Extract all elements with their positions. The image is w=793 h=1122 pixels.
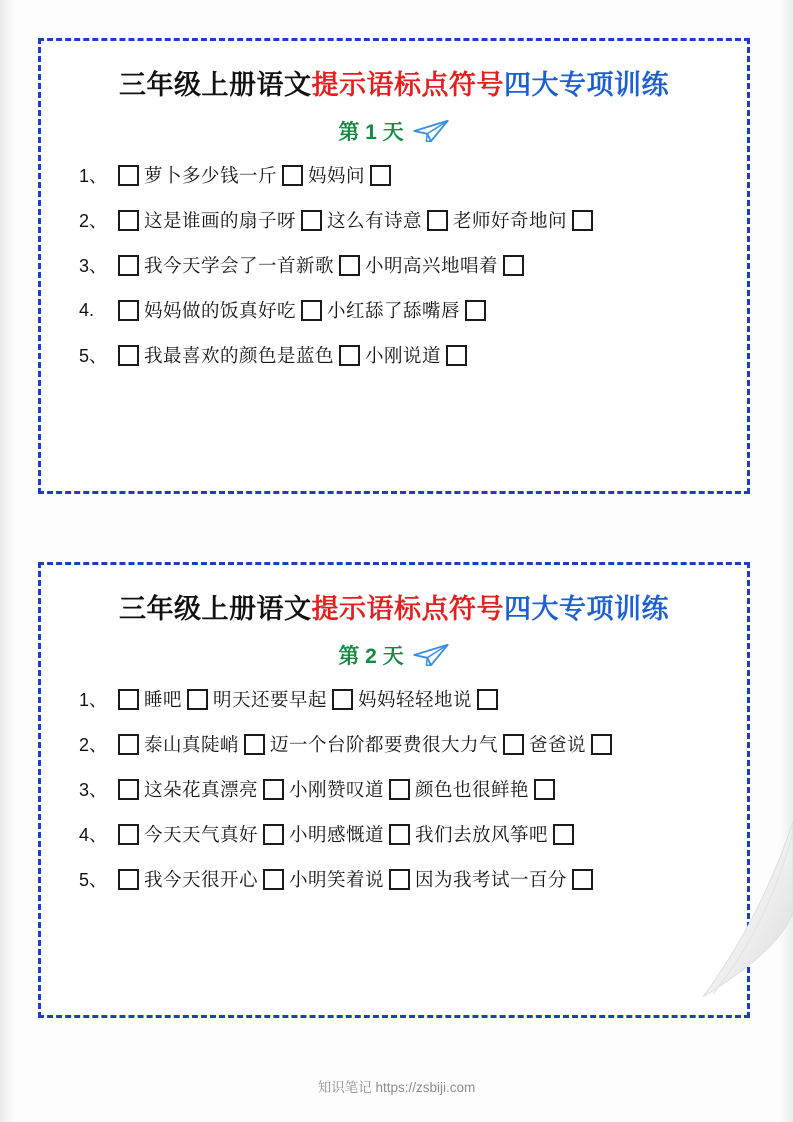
question-list-2 <box>41 686 747 892</box>
answer-box[interactable] <box>572 210 593 231</box>
answer-box[interactable] <box>370 165 391 186</box>
question-number: 3、 <box>79 780 108 800</box>
answer-box[interactable] <box>244 734 265 755</box>
answer-box[interactable] <box>477 689 498 710</box>
question-row <box>79 342 717 368</box>
question-number: 5、 <box>79 870 108 890</box>
worksheet-sheet-1 <box>38 38 750 494</box>
answer-box[interactable] <box>389 779 410 800</box>
question-segment: 这么有诗意 <box>327 210 423 231</box>
answer-box[interactable] <box>465 300 486 321</box>
question-segment: 颜色也很鲜艳 <box>415 779 530 800</box>
question-number: 1、 <box>79 690 108 710</box>
answer-box[interactable] <box>534 779 555 800</box>
answer-box[interactable] <box>118 255 139 276</box>
question-number: 3、 <box>79 256 108 276</box>
footer-watermark: 知识笔记 https://zsbiji.com <box>317 1080 476 1095</box>
question-segment: 我最喜欢的颜色是蓝色 <box>144 345 335 366</box>
question-number: 1、 <box>79 166 108 186</box>
question-segment: 小刚说道 <box>365 345 442 366</box>
title-highlight: 提示语标点符号 <box>311 594 504 624</box>
question-row <box>79 162 717 188</box>
question-row <box>79 731 717 757</box>
question-segment: 因为我考试一百分 <box>415 869 568 890</box>
answer-box[interactable] <box>389 824 410 845</box>
answer-box[interactable] <box>301 300 322 321</box>
question-segment: 我今天学会了一首新歌 <box>144 255 335 276</box>
question-row <box>79 297 717 323</box>
question-segment: 妈妈做的饭真好吃 <box>144 300 297 321</box>
question-number: 4. <box>79 299 95 320</box>
question-number: 2、 <box>79 211 108 231</box>
question-segment: 爸爸说 <box>529 734 587 755</box>
question-segment: 妈妈轻轻地说 <box>358 689 473 710</box>
question-row <box>79 866 717 892</box>
question-segment: 明天还要早起 <box>213 689 328 710</box>
question-row <box>79 821 717 847</box>
paper-plane-icon <box>412 118 450 144</box>
question-segment: 泰山真陡峭 <box>144 734 240 755</box>
page-edge-left <box>0 0 14 1122</box>
day-label: 第 2 天 <box>338 645 404 668</box>
question-number: 5、 <box>79 346 108 366</box>
answer-box[interactable] <box>503 734 524 755</box>
question-row <box>79 207 717 233</box>
answer-box[interactable] <box>118 300 139 321</box>
answer-box[interactable] <box>118 824 139 845</box>
answer-box[interactable] <box>187 689 208 710</box>
question-segment: 迈一个台阶都要费很大力气 <box>270 734 499 755</box>
question-segment: 小明感慨道 <box>289 824 385 845</box>
question-row <box>79 776 717 802</box>
day-label-row <box>41 116 747 146</box>
answer-box[interactable] <box>427 210 448 231</box>
answer-box[interactable] <box>118 869 139 890</box>
answer-box[interactable] <box>118 734 139 755</box>
paper-plane-icon <box>412 642 450 668</box>
answer-box[interactable] <box>446 345 467 366</box>
question-segment: 小明笑着说 <box>289 869 385 890</box>
answer-box[interactable] <box>339 345 360 366</box>
title-suffix: 四大专项训练 <box>504 594 669 624</box>
answer-box[interactable] <box>301 210 322 231</box>
answer-box[interactable] <box>389 869 410 890</box>
answer-box[interactable] <box>572 869 593 890</box>
title-prefix: 三年级上册语文 <box>119 594 312 624</box>
question-number: 4、 <box>79 825 108 845</box>
worksheet-sheet-2 <box>38 562 750 1018</box>
title-suffix: 四大专项训练 <box>504 70 669 100</box>
question-segment: 小明高兴地唱着 <box>365 255 499 276</box>
question-number: 2、 <box>79 735 108 755</box>
answer-box[interactable] <box>118 689 139 710</box>
answer-box[interactable] <box>118 210 139 231</box>
question-segment: 这朵花真漂亮 <box>144 779 259 800</box>
question-segment: 这是谁画的扇子呀 <box>144 210 297 231</box>
question-segment: 老师好奇地问 <box>453 210 568 231</box>
title-prefix: 三年级上册语文 <box>119 70 312 100</box>
question-segment: 睡吧 <box>144 689 183 710</box>
answer-box[interactable] <box>282 165 303 186</box>
page-edge-right <box>779 0 793 1122</box>
question-segment: 妈妈问 <box>308 165 366 186</box>
answer-box[interactable] <box>118 779 139 800</box>
answer-box[interactable] <box>263 869 284 890</box>
sheet-title <box>41 63 747 102</box>
answer-box[interactable] <box>118 165 139 186</box>
question-row <box>79 252 717 278</box>
day-label-row <box>41 640 747 670</box>
question-segment: 我今天很开心 <box>144 869 259 890</box>
answer-box[interactable] <box>118 345 139 366</box>
question-segment: 小红舔了舔嘴唇 <box>327 300 461 321</box>
answer-box[interactable] <box>591 734 612 755</box>
question-segment: 小刚赞叹道 <box>289 779 385 800</box>
answer-box[interactable] <box>339 255 360 276</box>
question-segment: 我们去放风筝吧 <box>415 824 549 845</box>
question-segment: 今天天气真好 <box>144 824 259 845</box>
sheet-title <box>41 587 747 626</box>
answer-box[interactable] <box>553 824 574 845</box>
answer-box[interactable] <box>263 779 284 800</box>
question-list-1 <box>41 162 747 368</box>
question-segment: 萝卜多少钱一斤 <box>144 165 278 186</box>
answer-box[interactable] <box>263 824 284 845</box>
question-row <box>79 686 717 712</box>
answer-box[interactable] <box>503 255 524 276</box>
title-highlight: 提示语标点符号 <box>311 70 504 100</box>
day-label: 第 1 天 <box>338 121 404 144</box>
answer-box[interactable] <box>332 689 353 710</box>
